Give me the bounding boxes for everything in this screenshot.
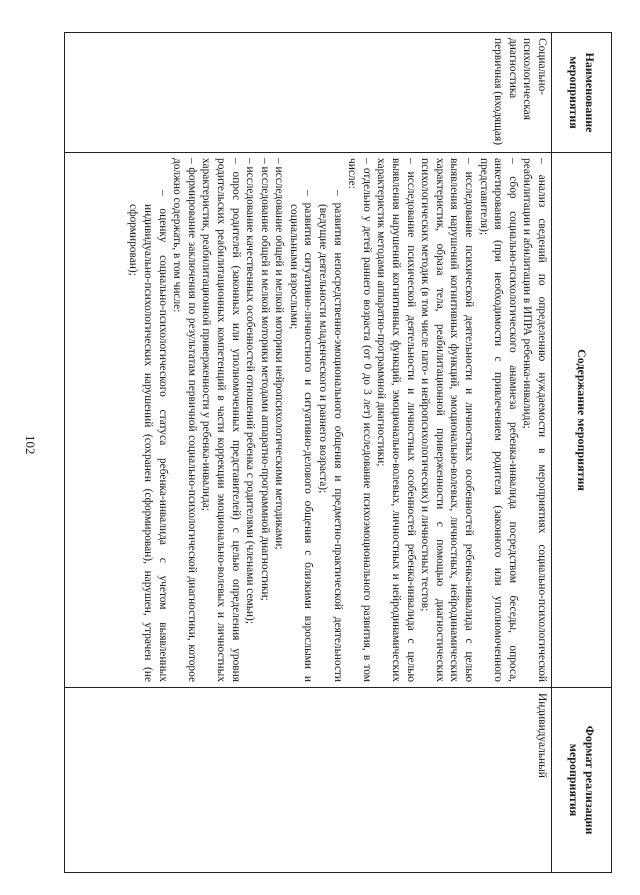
activities-table — [64, 32, 612, 873]
format-cell: Индивидуальный — [65, 688, 552, 873]
content-item: – анализ сведений по определению нуждаемости в мероприятиях социально-психологической реабилитации и абилитации в ИПРА ребенка-инвалида; — [521, 158, 548, 682]
content-item: – формирование заключения по результатам первичной социально-психологической диагностики, которое должно содержать, в том числе: — [171, 158, 198, 682]
content-subitem: – развития ситуативно-личностного и ситуативно-делового общения с близкими взрослыми и социальными взрослыми; — [287, 190, 315, 682]
content-item: – исследование общей и мелкой моторики методами аппаратно-программной диагностики; — [258, 158, 271, 601]
content-item: – сбор социально-психологического анамнеза ребенка-инвалида посредством беседы, опроса, анкетирования (при необходимости с привлечением родителя (законного или уполномоченного представителя); — [477, 158, 519, 682]
table-header-row — [552, 33, 612, 873]
content-item: – исследование психической деятельности и личностных особенностей ребенка-инвалида с целью выявления нарушений когнитивных функций, эмоционально-волевых, личностных, нейродинамических характеристик, образа тела, реабилитационной приверженности с помощью диагностических психологических методик (в том числе пато- и нейропсихологических) и личностных тестов; — [419, 158, 476, 682]
activity-name-cell: Социально-психологическая диагностика первичная (входящая) — [65, 33, 552, 153]
content-item: – исследование качественных особенностей отношений ребенка с родителями (членами семьи); — [244, 158, 257, 624]
rotated-table-sheet — [64, 32, 612, 872]
content-item: – исследование общей и мелкой моторики нейропсихологическими методиками; — [273, 158, 286, 550]
content-subitem: – оценку социально-психологического статуса ребенка-инвалида с учетом выявленных индивидуально-психологических нарушений (сохранен (сформирован), нарушен, утрачен (не сформирован); — [127, 190, 169, 682]
content-subitem: – развития непосредственно-эмоционального общения и предметно-практической деятельности (ведущие деятельности младенческого и раннего возраста); — [317, 190, 344, 682]
content-item: – исследование психической деятельности и личностных особенностей ребенка-инвалида с целью выявления нарушений когнитивных функций, эмоционально-волевых, личностных и нейродинамических характеристик методами аппаратно-программной диагностики; — [375, 158, 417, 682]
header-implementation-format: Формат реализации мероприятия — [552, 688, 612, 873]
content-item: – опрос родителей (законных или уполномоченных представителей) с целью определения уровня родительских реабилитационных компетенций в части коррекции эмоционально-волевых и личностных характеристик, реабилитационной приверженности у ребенка-инвалида; — [200, 158, 242, 682]
activity-content-cell — [65, 153, 552, 688]
page-number: 102 — [23, 435, 38, 455]
content-item: – отдельно у детей раннего возраста (от 0 до 3 лет) исследование психоэмоционального развития, в том числе: — [346, 158, 373, 682]
table-row — [65, 33, 552, 873]
header-activity-name: Наименование мероприятия — [552, 33, 612, 153]
header-activity-content: Содержание мероприятия — [552, 153, 612, 688]
